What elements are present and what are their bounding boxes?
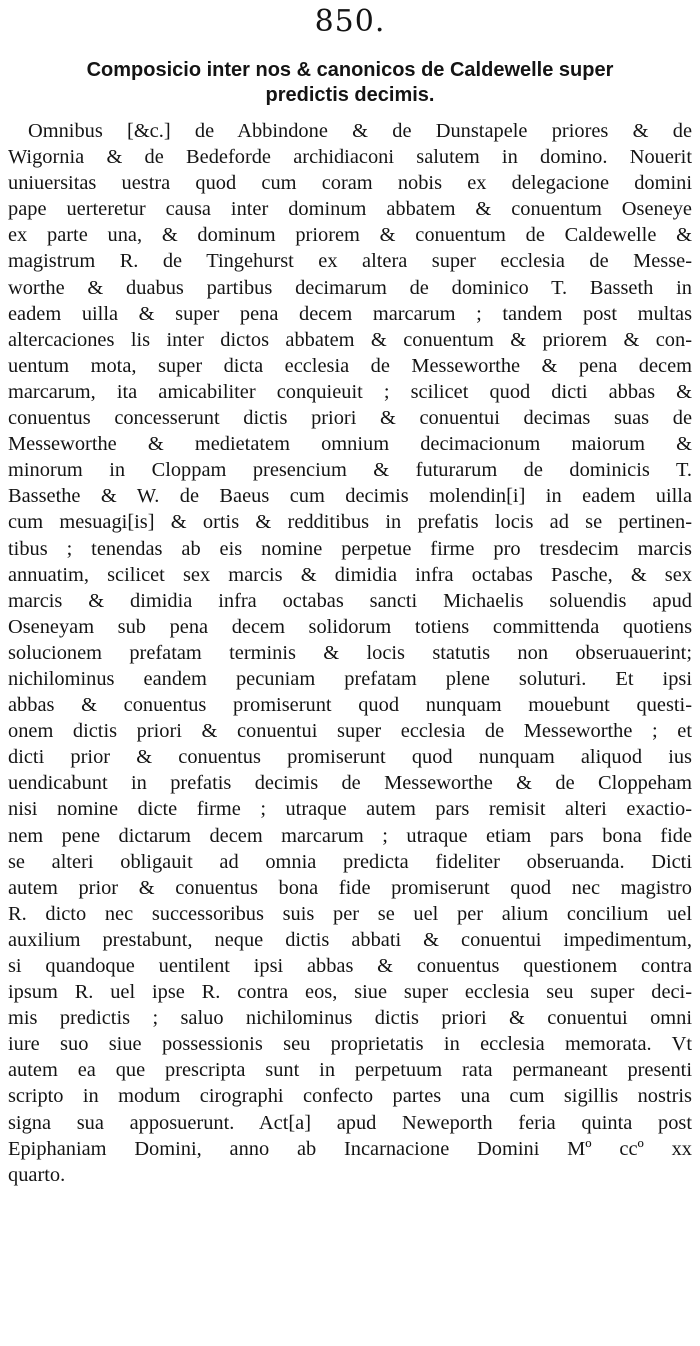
body-line: autem prior & conuentus bona fide promiserunt quod nec magistro <box>8 876 692 899</box>
body-line: se alteri obligauit ad omnia predicta fideliter obseruanda. Dicti <box>8 850 692 873</box>
body-line: scripto in modum cirographi confecto partes una cum sigillis nostris <box>8 1085 692 1108</box>
body-line: nichilominus eandem pecuniam prefatam plene soluturi. Et ipsi <box>8 667 692 690</box>
body-line: si quandoque uentilent ipsi abbas & conuentus questionem contra <box>8 955 692 977</box>
body-line: marcis & dimidia infra octabas sancti Michaelis soluendis apud <box>8 589 692 612</box>
body-line: Oseneyam sub pena decem solidorum totiens committenda quotiens <box>8 615 692 638</box>
body-line: uendicabunt in prefatis decimis de Messeworthe & de Cloppeham <box>8 772 692 795</box>
body-line: Messeworthe & medietatem omnium decimacionum maiorum & <box>8 433 692 456</box>
body-line: magistrum R. de Tingehurst ex altera super ecclesia de Messe- <box>8 250 692 273</box>
body-line: iure suo siue possessionis seu proprietatis in ecclesia memorata. Vt <box>8 1033 692 1056</box>
body-line: mis predictis ; saluo nichilominus dictis priori & conuentui omni <box>8 1007 692 1030</box>
body-line: Bassethe & W. de Baeus cum decimis molendin[i] in eadem uilla <box>8 485 692 508</box>
body-line: marcarum, ita amicabiliter conquieuit ; scilicet quod dicti abbas & <box>8 380 692 403</box>
body-line: minorum in Cloppam presencium & futurarum de dominicis T. <box>8 459 692 482</box>
heading-line: Composicio inter nos & canonicos de Caldewelle super <box>86 59 614 81</box>
body-line: Epiphaniam Domini, anno ab Incarnacione Domini Mº ccº xx <box>8 1137 692 1160</box>
body-line: uentum mota, super dicta ecclesia de Messeworthe & pena decem <box>8 354 692 377</box>
body-line: ex parte una, & dominum priorem & conuentum de Caldewelle & <box>8 224 692 247</box>
body-line: conuentus concesserunt dictis priori & conuentui decimas suas de <box>8 407 692 430</box>
body-line: nem pene dictarum decem marcarum ; utraque etiam pars bona fide <box>8 824 692 847</box>
body-line: cum mesuagi[is] & ortis & redditibus in prefatis locis ad se pertinen- <box>8 511 692 534</box>
body-line: Omnibus [&c.] de Abbindone & de Dunstapele priores & de <box>28 120 692 142</box>
charter-body <box>8 118 692 1188</box>
body-line: pape uerteretur causa inter dominum abbatem & conuentum Oseneye <box>8 198 692 221</box>
body-line: onem dictis priori & conuentui super ecclesia de Messeworthe ; et <box>8 720 692 743</box>
body-line: worthe & duabus partibus decimarum de dominico T. Basseth in <box>8 276 692 299</box>
body-line: tibus ; tenendas ab eis nomine perpetue firme pro tresdecim marcis <box>8 537 692 560</box>
charter-heading <box>28 58 672 108</box>
body-line: altercaciones lis inter dictos abbatem & conuentum & priorem & con- <box>8 328 692 351</box>
charter-number: 850. <box>314 4 386 39</box>
body-line: annuatim, scilicet sex marcis & dimidia infra octabas Pasche, & sex <box>8 563 692 586</box>
body-line: uniuersitas uestra quod cum coram nobis ex delegacione domini <box>8 172 692 195</box>
body-line: nisi nomine dicte firme ; utraque autem pars remisit alteri exactio- <box>8 798 692 821</box>
body-line: abbas & conuentus promiserunt quod nunquam mouebunt questi- <box>8 694 692 717</box>
body-line: Wigornia & de Bedeforde archidiaconi salutem in domino. Nouerit <box>8 146 692 169</box>
body-line: auxilium prestabunt, neque dictis abbati & conuentui impedimentum, <box>8 928 692 951</box>
body-line: dicti prior & conuentus promiserunt quod nunquam aliquod ius <box>8 746 692 769</box>
body-line: quarto. <box>8 1163 66 1186</box>
body-line: autem ea que prescripta sunt in perpetuum rata permaneant presenti <box>8 1059 692 1082</box>
body-line: signa sua apposuerunt. Act[a] apud Neweporth feria quinta post <box>8 1111 692 1134</box>
body-line: solucionem prefatam terminis & locis statutis non obseruauerint; <box>8 641 692 664</box>
heading-line: predictis decimis. <box>265 84 435 106</box>
body-line: ipsum R. uel ipse R. contra eos, siue super ecclesia seu super deci- <box>8 981 692 1004</box>
body-line: eadem uilla & super pena decem marcarum ; tandem post multas <box>8 302 692 325</box>
body-line: R. dicto nec successoribus suis per se uel per alium concilium uel <box>8 902 692 925</box>
